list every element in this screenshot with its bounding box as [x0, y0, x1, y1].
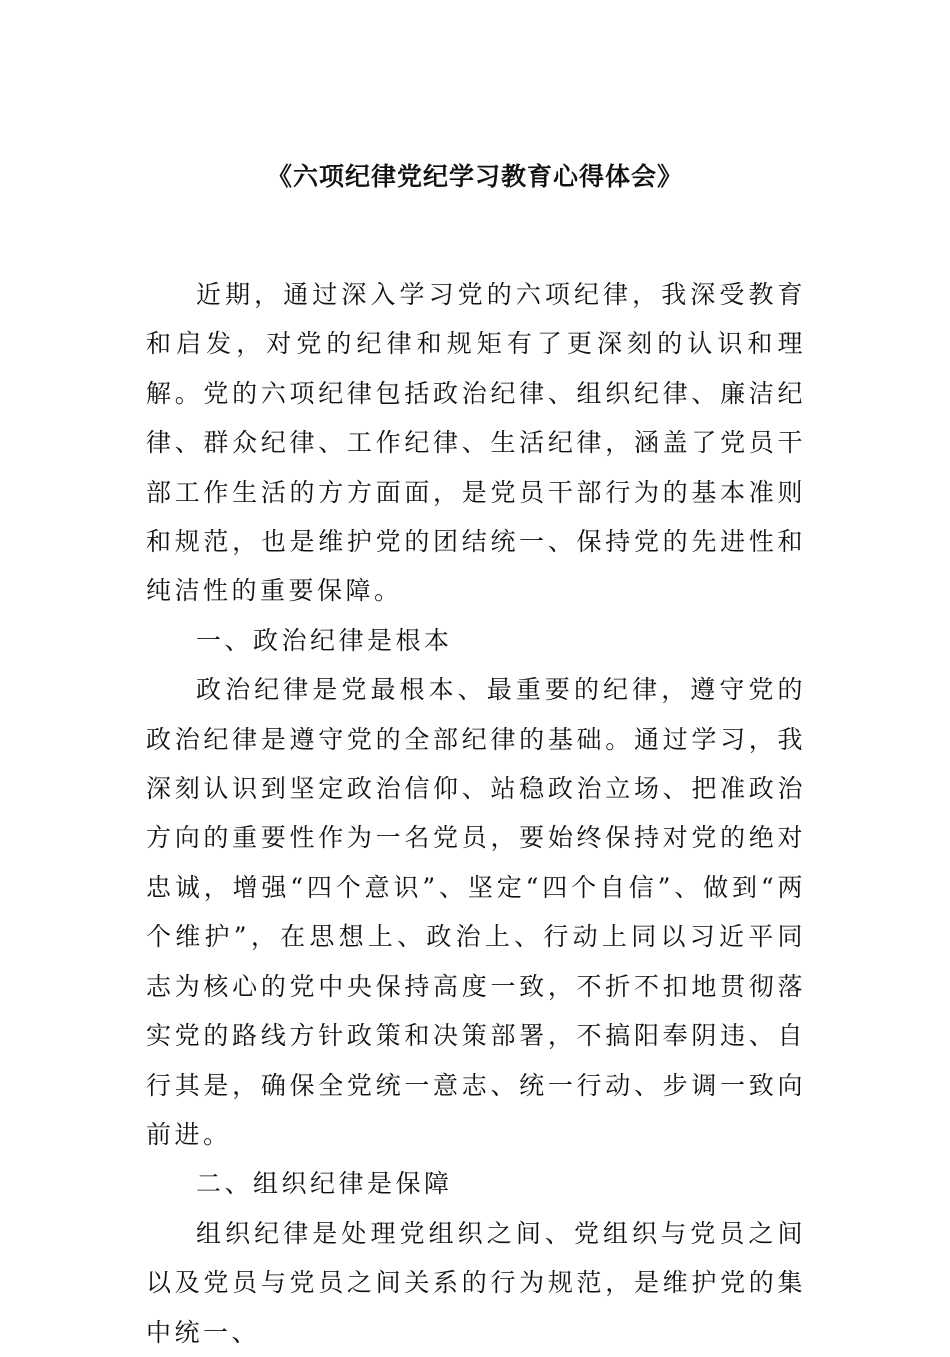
- paragraph-political-discipline: 政治纪律是党最根本、最重要的纪律，遵守党的政治纪律是遵守党的全部纪律的基础。通过学习，我深刻认识到坚定政治信仰、站稳政治立场、把准政治方向的重要性作为一名党员，要始终保持对党的绝对忠诚，增强“四个意识”、坚定“四个自信”、做到“两个维护”，在思想上、政治上、行动上同以习近平同志为核心的党中央保持高度一致，不折不扣地贯彻落实党的路线方针政策和决策部署，不搞阳奉阴违、自行其是，确保全党统一意志、统一行动、步调一致向前进。: [146, 675, 806, 1149]
- document-body: [146, 270, 806, 1357]
- document-title: 《六项纪律党纪学习教育心得体会》: [266, 162, 683, 191]
- paragraph-intro: 近期，通过深入学习党的六项纪律，我深受教育和启发，对党的纪律和规矩有了更深刻的认识和理解。党的六项纪律包括政治纪律、组织纪律、廉洁纪律、群众纪律、工作纪律、生活纪律，涵盖了党员干部工作生活的方方面面，是党员干部行为的基本准则和规范，也是维护党的团结统一、保持党的先进性和纯洁性的重要保障。: [146, 280, 806, 606]
- paragraph-organizational-discipline: 组织纪律是处理党组织之间、党组织与党员之间以及党员与党员之间关系的行为规范，是维护党的集中统一、: [146, 1218, 806, 1347]
- section-heading-organizational: 二、组织纪律是保障: [196, 1169, 453, 1199]
- section-heading-political: 一、政治纪律是根本: [196, 625, 453, 655]
